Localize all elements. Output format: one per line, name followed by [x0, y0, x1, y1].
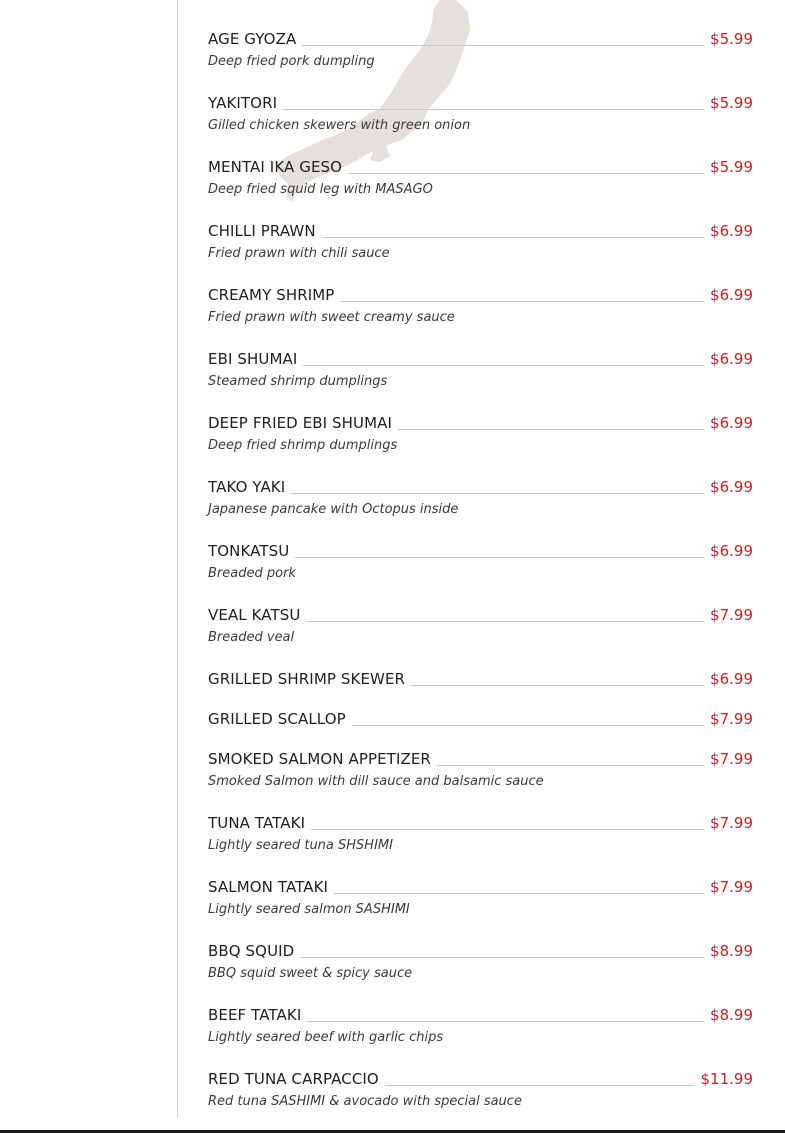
item-price: $5.99 — [710, 30, 753, 48]
menu-item-row — [208, 650, 753, 690]
leader-line — [307, 1020, 704, 1022]
menu-list — [208, 0, 753, 1114]
leader-line — [295, 556, 704, 558]
item-name: YAKITORI — [208, 94, 278, 112]
item-price: $6.99 — [710, 222, 753, 240]
item-description: BBQ squid sweet & spicy sauce — [208, 966, 413, 981]
menu-item-row — [208, 858, 753, 898]
item-price: $6.99 — [710, 414, 753, 432]
item-description: Lightly seared tuna SHSHIMI — [208, 838, 393, 853]
item-description: Breaded veal — [208, 630, 295, 645]
leader-line — [322, 236, 704, 238]
item-description: Japanese pancake with Octopus inside — [208, 502, 459, 517]
item-name: TUNA TATAKI — [208, 814, 306, 832]
item-name: GRILLED SHRIMP SKEWER — [208, 670, 406, 688]
left-divider — [177, 0, 178, 1118]
item-name: SMOKED SALMON APPETIZER — [208, 750, 431, 768]
menu-item-row — [208, 74, 753, 114]
item-name: MENTAI IKA GESO — [208, 158, 343, 176]
leader-line — [385, 1084, 695, 1086]
menu-item-row — [208, 922, 753, 962]
leader-line — [303, 364, 704, 366]
item-description: Deep fried pork dumpling — [208, 54, 375, 69]
menu-item-row — [208, 330, 753, 370]
item-name: SALMON TATAKI — [208, 878, 329, 896]
menu-items — [208, 10, 753, 1114]
item-name: CREAMY SHRIMP — [208, 286, 335, 304]
leader-line — [306, 620, 704, 622]
leader-line — [302, 44, 704, 46]
item-description: Gilled chicken skewers with green onion — [208, 118, 471, 133]
item-name: BEEF TATAKI — [208, 1006, 302, 1024]
item-name: TONKATSU — [208, 542, 290, 560]
menu-item-row — [208, 394, 753, 434]
item-name: TAKO YAKI — [208, 478, 286, 496]
item-description: Fried prawn with sweet creamy sauce — [208, 310, 455, 325]
item-name: AGE GYOZA — [208, 30, 297, 48]
item-name: GRILLED SCALLOP — [208, 710, 346, 728]
leader-line — [291, 492, 704, 494]
menu-item-row — [208, 522, 753, 562]
menu-item-row — [208, 10, 753, 50]
item-price: $7.99 — [710, 814, 753, 832]
item-name: RED TUNA CARPACCIO — [208, 1070, 379, 1088]
menu-item-row — [208, 138, 753, 178]
leader-line — [311, 828, 704, 830]
item-price: $7.99 — [710, 606, 753, 624]
item-price: $8.99 — [710, 1006, 753, 1024]
item-description — [208, 0, 753, 10]
item-price: $11.99 — [700, 1070, 753, 1088]
leader-line — [300, 956, 704, 958]
item-description: Steamed shrimp dumplings — [208, 374, 388, 389]
item-name: CHILLI PRAWN — [208, 222, 316, 240]
item-description: Deep fried shrimp dumplings — [208, 438, 398, 453]
item-price: $6.99 — [710, 542, 753, 560]
leader-line — [437, 764, 704, 766]
item-price: $8.99 — [710, 942, 753, 960]
item-price: $7.99 — [710, 710, 753, 728]
menu-item-row — [208, 202, 753, 242]
item-description: Fried prawn with chili sauce — [208, 246, 390, 261]
leader-line — [411, 684, 704, 686]
leader-line — [398, 428, 704, 430]
item-name: VEAL KATSU — [208, 606, 301, 624]
leader-line — [352, 724, 704, 726]
item-price: $6.99 — [710, 286, 753, 304]
item-price: $5.99 — [710, 158, 753, 176]
item-name: DEEP FRIED EBI SHUMAI — [208, 414, 393, 432]
item-price: $7.99 — [710, 750, 753, 768]
item-description: Smoked Salmon with dill sauce and balsamic sauce — [208, 774, 544, 789]
item-description: Lightly seared salmon SASHIMI — [208, 902, 410, 917]
item-price: $7.99 — [710, 878, 753, 896]
leader-line — [348, 172, 704, 174]
item-price: $6.99 — [710, 670, 753, 688]
item-name: BBQ SQUID — [208, 942, 295, 960]
menu-item-row — [208, 794, 753, 834]
item-price: $6.99 — [710, 350, 753, 368]
leader-line — [283, 108, 704, 110]
item-description: Breaded pork — [208, 566, 296, 581]
item-description: Red tuna SASHIMI & avocado with special sauce — [208, 1094, 522, 1109]
item-price: $5.99 — [710, 94, 753, 112]
leader-line — [340, 300, 704, 302]
menu-item-row — [208, 586, 753, 626]
menu-item-row — [208, 458, 753, 498]
menu-item-row — [208, 690, 753, 730]
menu-item-row — [208, 266, 753, 306]
item-description: Lightly seared beef with garlic chips — [208, 1030, 444, 1045]
item-price: $6.99 — [710, 478, 753, 496]
item-description: Deep fried squid leg with MASAGO — [208, 182, 433, 197]
menu-item-row — [208, 730, 753, 770]
menu-item-row — [208, 1050, 753, 1090]
leader-line — [334, 892, 704, 894]
item-name: EBI SHUMAI — [208, 350, 298, 368]
menu-item-row — [208, 986, 753, 1026]
